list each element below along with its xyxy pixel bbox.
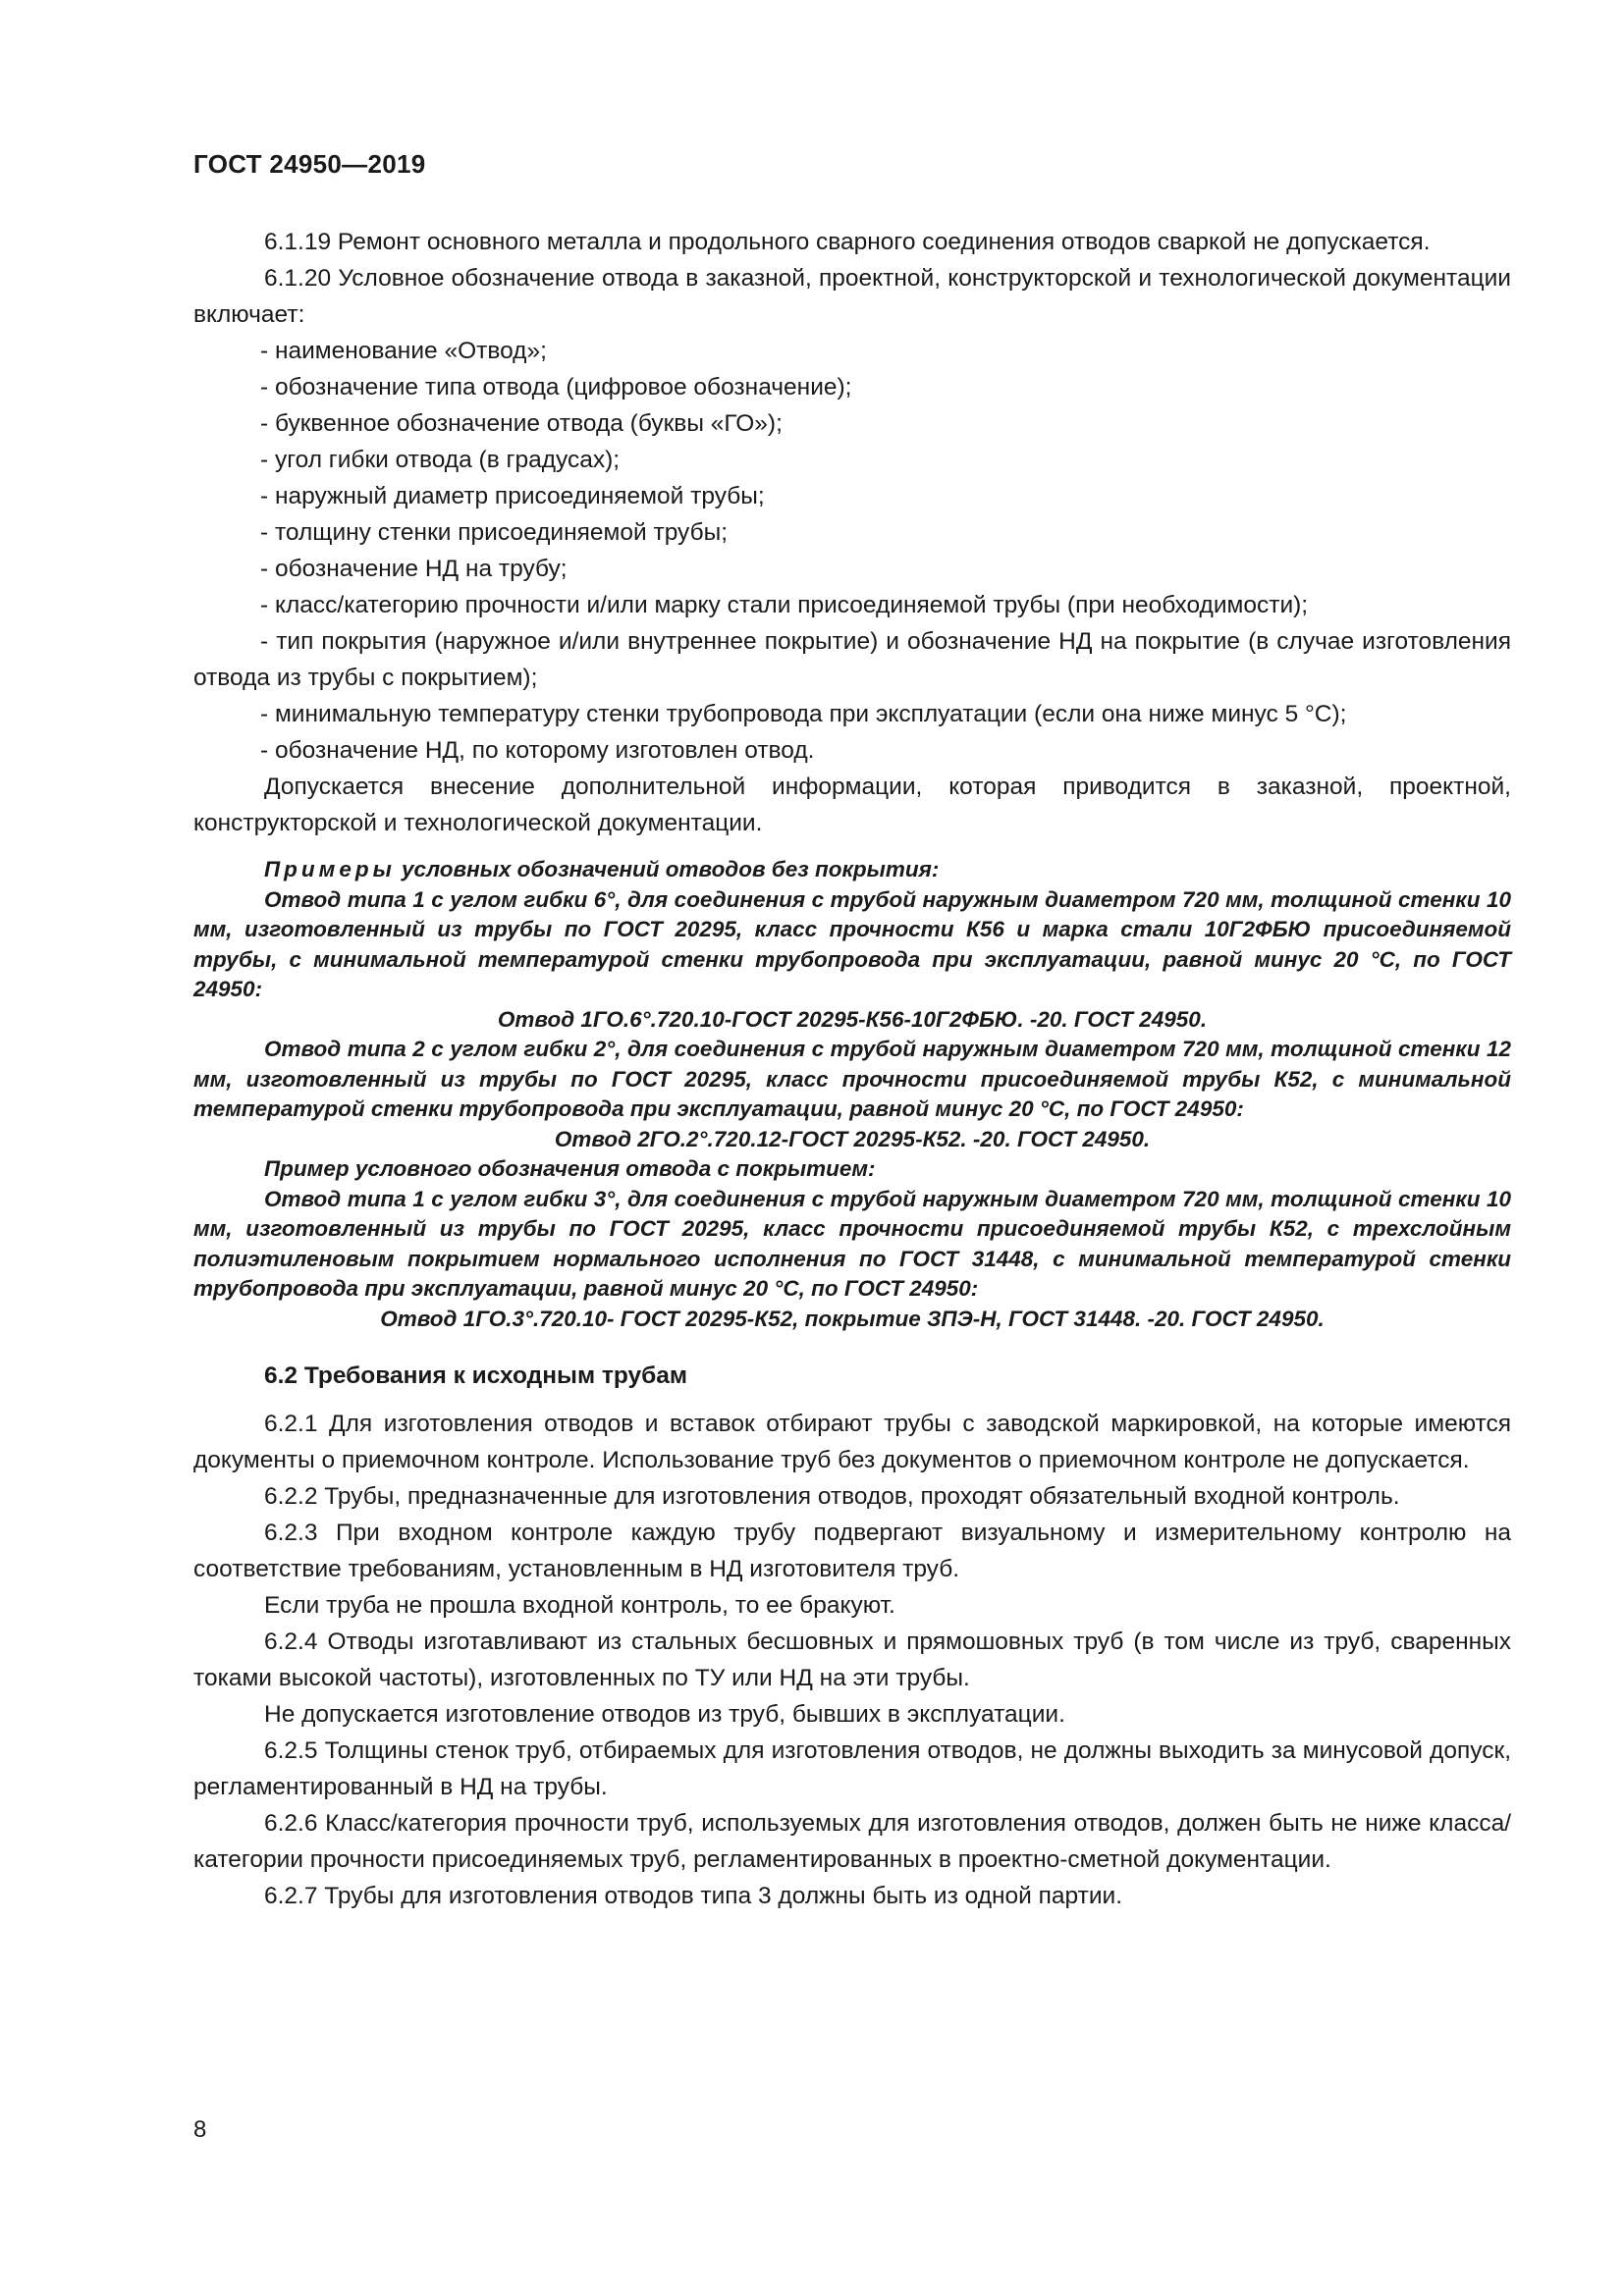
- list-item: - наименование «Отвод»;: [260, 338, 547, 364]
- list-item: - минимальную температуру стенки трубопровода при эксплуатации (если она ниже минус 5 °C);: [260, 701, 1347, 727]
- list-item: - толщину стенки присоединяемой трубы;: [260, 519, 729, 546]
- list-item: - наружный диаметр присоединяемой трубы;: [260, 483, 765, 509]
- section-title: 6.2 Требования к исходным трубам: [264, 1362, 688, 1389]
- example-2: Отвод типа 2 с углом гибки 2°, для соединения с трубой наружным диаметром 720 мм, толщиной стенки 12 мм, изготовленный из трубы по ГОСТ 20295, класс прочности присоединяемой трубы К52, с минимальной температурой стенки трубопровода при эксплуатации, равной минус 20 °C, по ГОСТ 24950:: [193, 1037, 1511, 1121]
- example-heading-2: Пример условного обозначения отвода с покрытием:: [264, 1156, 876, 1181]
- examples-block: [193, 855, 1511, 1334]
- example-3-code: Отвод 1ГО.3°.720.10- ГОСТ 20295-К52, покрытие ЗПЭ-Н, ГОСТ 31448. -20. ГОСТ 24950.: [380, 1306, 1325, 1331]
- example-3: Отвод типа 1 с углом гибки 3°, для соединения с трубой наружным диаметром 720 мм, толщиной стенки 10 мм, изготовленный из трубы по ГОСТ 20295, класс прочности присоединяемой трубы К52, с трехслойным полиэтиленовым покрытием нормального исполнения по ГОСТ 31448, с минимальной температурой стенки трубопровода при эксплуатации, равной минус 20 °C, по ГОСТ 24950:: [193, 1186, 1511, 1301]
- paragraph-6-2-3: 6.2.3 При входном контроле каждую трубу подвергают визуальному и измерительному контролю на соответствие требованиям, установленным в НД изготовителя труб.: [193, 1520, 1511, 1582]
- examples-heading: [193, 855, 1511, 885]
- paragraph-6-1-20: 6.1.20 Условное обозначение отвода в заказной, проектной, конструкторской и технологической документации включает:: [193, 265, 1511, 328]
- list-item: - угол гибки отвода (в градусах);: [260, 447, 621, 473]
- list-item: - класс/категорию прочности и/или марку стали присоединяемой трубы (при необходимости);: [260, 592, 1309, 618]
- paragraph-6-2-1: 6.2.1 Для изготовления отводов и вставок отбирают трубы с заводской маркировкой, на которые имеются документы о приемочном контроле. Использование труб без документов о приемочном контроле не допускается.: [193, 1411, 1511, 1473]
- examples-heading-spaced: Примеры: [264, 857, 396, 881]
- paragraph-6-2-4-b: Не допускается изготовление отводов из труб, бывших в эксплуатации.: [264, 1701, 1065, 1728]
- paragraph-6-2-6: 6.2.6 Класс/категория прочности труб, используемых для изготовления отводов, должен быть не ниже класса/категории прочности присоединяемых труб, регламентированных в проектно-сметной документации.: [193, 1810, 1511, 1873]
- example-2-code: Отвод 2ГО.2°.720.12-ГОСТ 20295-К52. -20. ГОСТ 24950.: [554, 1126, 1151, 1151]
- example-1-code: Отвод 1ГО.6°.720.10-ГОСТ 20295-К56-10Г2ФБЮ. -20. ГОСТ 24950.: [497, 1006, 1208, 1032]
- list-item: - обозначение НД, по которому изготовлен отвод.: [260, 737, 815, 764]
- paragraph-6-2-2: 6.2.2 Трубы, предназначенные для изготовления отводов, проходят обязательный входной контроль.: [264, 1483, 1400, 1510]
- examples-heading-rest: условных обозначений отводов без покрытия:: [395, 857, 940, 881]
- paragraph-6-2-4: 6.2.4 Отводы изготавливают из стальных бесшовных и прямошовных труб (в том числе из труб, сваренных токами высокой частоты), изготовленных по ТУ или НД на эти трубы.: [193, 1629, 1511, 1691]
- document-body: [193, 224, 1511, 1914]
- list-item: - тип покрытия (наружное и/или внутреннее покрытие) и обозначение НД на покрытие (в случае изготовления отвода из трубы с покрытием);: [193, 628, 1511, 691]
- list-item: - буквенное обозначение отвода (буквы «ГО»);: [260, 410, 783, 437]
- paragraph-6-2-3-b: Если труба не прошла входной контроль, то ее бракуют.: [264, 1592, 895, 1619]
- paragraph-6-2-7: 6.2.7 Трубы для изготовления отводов типа 3 должны быть из одной партии.: [264, 1883, 1123, 1909]
- list-item: - обозначение НД на трубу;: [260, 556, 568, 582]
- paragraph-6-1-19: 6.1.19 Ремонт основного металла и продольного сварного соединения отводов сваркой не допускается.: [264, 229, 1431, 255]
- document-header: ГОСТ 24950—2019: [193, 149, 426, 179]
- page-number: 8: [193, 2116, 207, 2143]
- paragraph-6-2-5: 6.2.5 Толщины стенок труб, отбираемых для изготовления отводов, не должны выходить за минусовой допуск, регламентированный в НД на трубы.: [193, 1737, 1511, 1800]
- list-item: - обозначение типа отвода (цифровое обозначение);: [260, 374, 852, 400]
- paragraph-additional-info: Допускается внесение дополнительной информации, которая приводится в заказной, проектной, конструкторской и технологической документации.: [193, 774, 1511, 836]
- example-1: Отвод типа 1 с углом гибки 6°, для соединения с трубой наружным диаметром 720 мм, толщиной стенки 10 мм, изготовленный из трубы по ГОСТ 20295, класс прочности К56 и марка стали 10Г2ФБЮ присоединяемой трубы, с минимальной температурой стенки трубопровода при эксплуатации, равной минус 20 °C, по ГОСТ 24950:: [193, 886, 1511, 1001]
